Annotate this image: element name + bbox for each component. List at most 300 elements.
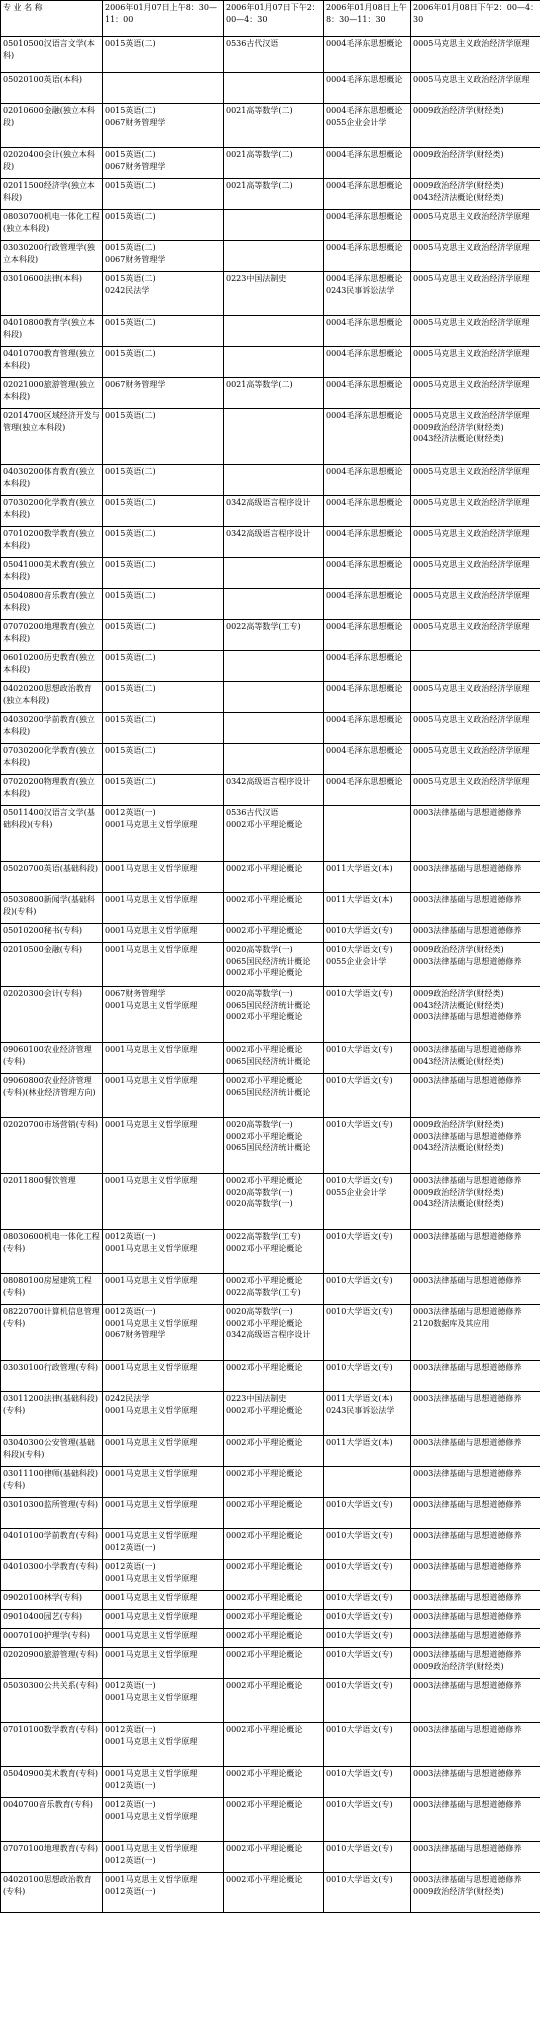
jan7-morning-cell — [103, 620, 224, 651]
course-entry: 0010大学语文(专) — [326, 1076, 393, 1085]
major-cell: 05041000美术教育(独立本科段) — [1, 558, 103, 589]
course-entry: 0004毛泽东思想概论 — [326, 529, 403, 538]
jan7-morning-cell — [103, 378, 224, 409]
course-entry: 0009政治经济学(财经类) — [413, 181, 504, 190]
major-cell: 07070200地理教育(独立本科段) — [1, 620, 103, 651]
course-entry: 0243民事诉讼法学 — [326, 1405, 395, 1415]
table-row — [1, 1798, 540, 1842]
jan8-morning-cell — [324, 1798, 411, 1842]
course-entry: 0002邓小平理论概论 — [226, 1844, 303, 1853]
jan7-afternoon-cell — [224, 651, 324, 682]
jan7-afternoon-cell — [224, 1560, 324, 1591]
course-entry: 2120数据库及其应用 — [413, 1318, 490, 1328]
course-entry: 0004毛泽东思想概论 — [326, 380, 403, 389]
jan8-afternoon-cell — [411, 241, 540, 272]
course-entry: 0005马克思主义政治经济学原理 — [413, 498, 530, 507]
jan8-afternoon-cell — [411, 347, 540, 378]
jan8-morning-cell — [324, 1305, 411, 1361]
jan8-afternoon-cell — [411, 775, 540, 806]
jan7-afternoon-cell — [224, 272, 324, 316]
course-entry: 0015英语(二) — [105, 591, 156, 600]
course-entry: 0020高等数学(一) — [226, 1199, 293, 1208]
jan8-morning-cell — [324, 893, 411, 924]
course-entry: 0003法律基础与思想道德修养 — [413, 1232, 522, 1241]
course-entry: 0001马克思主义哲学原理 — [105, 895, 198, 904]
course-entry: 0003法律基础与思想道德修养 — [413, 1800, 522, 1809]
jan8-afternoon-cell — [411, 37, 540, 73]
course-entry: 0004毛泽东思想概论 — [326, 622, 403, 631]
course-entry: 0003法律基础与思想道德修养 — [413, 1725, 522, 1734]
course-entry: 0003法律基础与思想道德修养 — [413, 1176, 522, 1185]
course-entry: 0010大学语文(专) — [326, 1531, 393, 1540]
course-entry: 0001马克思主义哲学原理 — [105, 1176, 198, 1185]
jan8-afternoon-cell — [411, 1767, 540, 1798]
jan7-morning-cell — [103, 862, 224, 893]
jan8-morning-cell — [324, 316, 411, 347]
course-entry: 0010大学语文(专) — [326, 1631, 393, 1640]
course-entry: 0004毛泽东思想概论 — [326, 106, 403, 115]
jan8-morning-cell — [324, 713, 411, 744]
table-row — [1, 1361, 540, 1392]
jan7-afternoon-cell — [224, 1798, 324, 1842]
jan8-morning-cell — [324, 496, 411, 527]
jan8-afternoon-cell — [411, 1230, 540, 1274]
course-entry: 0002邓小平理论概论 — [226, 926, 303, 935]
course-entry: 0003法律基础与思想道德修养 — [413, 1438, 522, 1447]
course-entry: 0010大学语文(专) — [326, 1650, 393, 1659]
jan7-afternoon-cell — [224, 1043, 324, 1074]
table-row — [1, 1230, 540, 1274]
jan8-afternoon-cell — [411, 1043, 540, 1074]
course-entry: 0001马克思主义哲学原理 — [105, 1438, 198, 1447]
jan7-morning-cell — [103, 924, 224, 943]
jan8-afternoon-cell — [411, 316, 540, 347]
jan8-morning-cell — [324, 241, 411, 272]
course-entry: 0011大学语文(本) — [326, 864, 393, 873]
course-entry: 0015英语(二) — [105, 150, 156, 159]
jan8-afternoon-cell — [411, 987, 540, 1043]
header-cell-jan8-morning: 2006年01月08日上午8：30—11：30 — [324, 1, 411, 37]
table-row — [1, 1274, 540, 1305]
course-entry: 0010大学语文(专) — [326, 1612, 393, 1621]
course-entry: 0001马克思主义哲学原理 — [105, 1469, 198, 1478]
course-entry: 0004毛泽东思想概论 — [326, 591, 403, 600]
major-cell: 04030200学前教育(独立本科段) — [1, 713, 103, 744]
major-cell: 0040700音乐教育(专科) — [1, 1798, 103, 1842]
major-cell: 03011100律师(基础科段)(专科) — [1, 1467, 103, 1498]
jan8-morning-cell — [324, 806, 411, 862]
jan7-morning-cell — [103, 148, 224, 179]
course-entry: 0001马克思主义哲学原理 — [105, 1650, 198, 1659]
major-cell: 09010400园艺(专科) — [1, 1610, 103, 1629]
jan8-afternoon-cell — [411, 148, 540, 179]
course-entry: 0022高等数学(工专) — [226, 1232, 301, 1241]
course-entry: 0001马克思主义哲学原理 — [105, 1000, 198, 1010]
table-row — [1, 527, 540, 558]
jan7-morning-cell — [103, 347, 224, 378]
jan7-morning-cell — [103, 1118, 224, 1174]
jan7-morning-cell — [103, 37, 224, 73]
jan8-morning-cell — [324, 1392, 411, 1436]
jan7-morning-cell — [103, 316, 224, 347]
course-entry: 0004毛泽东思想概论 — [326, 212, 403, 221]
jan7-morning-cell — [103, 589, 224, 620]
table-row — [1, 987, 540, 1043]
course-entry: 0004毛泽东思想概论 — [326, 467, 403, 476]
course-entry: 0003法律基础与思想道德修养 — [413, 1307, 522, 1316]
jan7-morning-cell — [103, 1074, 224, 1118]
jan7-morning-cell — [103, 1873, 224, 1913]
jan7-morning-cell — [103, 496, 224, 527]
course-entry: 0001马克思主义哲学原理 — [105, 819, 198, 829]
jan8-morning-cell — [324, 1043, 411, 1074]
jan8-morning-cell — [324, 1529, 411, 1560]
jan7-afternoon-cell — [224, 744, 324, 775]
major-cell: 05030800新闻学(基础科段)(专科) — [1, 893, 103, 924]
course-entry: 0002邓小平理论概论 — [226, 1725, 303, 1734]
table-row — [1, 409, 540, 465]
course-entry: 0005马克思主义政治经济学原理 — [413, 684, 530, 693]
jan8-morning-cell — [324, 347, 411, 378]
jan7-morning-cell — [103, 775, 224, 806]
jan7-morning-cell — [103, 682, 224, 713]
course-entry: 0015英语(二) — [105, 653, 156, 662]
course-entry: 0001马克思主义哲学原理 — [105, 1692, 198, 1702]
jan8-afternoon-cell — [411, 378, 540, 409]
course-entry: 0242民法学 — [105, 285, 150, 295]
major-cell: 02014700区域经济开发与管理(独立本科段) — [1, 409, 103, 465]
jan8-morning-cell — [324, 465, 411, 496]
jan8-afternoon-cell — [411, 943, 540, 987]
course-entry: 0021高等数学(二) — [226, 380, 293, 389]
course-entry: 0055企业会计学 — [326, 117, 387, 127]
major-cell: 08030700机电一体化工程(独立本科段) — [1, 210, 103, 241]
course-entry: 0001马克思主义哲学原理 — [105, 1573, 198, 1583]
jan7-morning-cell — [103, 1043, 224, 1074]
major-cell: 05011400汉语言文学(基础科段)(专科) — [1, 806, 103, 862]
jan8-afternoon-cell — [411, 1274, 540, 1305]
course-entry: 0043经济法概论(财经类) — [413, 434, 504, 443]
course-entry: 0010大学语文(专) — [326, 1276, 393, 1285]
course-entry: 0015英语(二) — [105, 684, 156, 693]
major-cell: 06010200历史教育(独立本科段) — [1, 651, 103, 682]
course-entry: 0010大学语文(专) — [326, 1045, 393, 1054]
course-entry: 0003法律基础与思想道德修养 — [413, 1394, 522, 1403]
course-entry: 0004毛泽东思想概论 — [326, 349, 403, 358]
jan8-morning-cell — [324, 924, 411, 943]
jan7-morning-cell — [103, 1723, 224, 1767]
jan7-morning-cell — [103, 987, 224, 1043]
jan7-afternoon-cell — [224, 1274, 324, 1305]
table-row — [1, 1174, 540, 1230]
jan8-afternoon-cell — [411, 179, 540, 210]
jan7-afternoon-cell — [224, 806, 324, 862]
jan7-morning-cell — [103, 465, 224, 496]
jan8-morning-cell — [324, 775, 411, 806]
jan8-morning-cell — [324, 1723, 411, 1767]
jan7-morning-cell — [103, 1436, 224, 1467]
course-entry: 0004毛泽东思想概论 — [326, 243, 403, 252]
course-entry: 0012英语(一) — [105, 1681, 156, 1690]
course-entry: 0001马克思主义哲学原理 — [105, 945, 198, 954]
course-entry: 0012英语(一) — [105, 1886, 156, 1896]
course-entry: 0010大学语文(专) — [326, 1593, 393, 1602]
course-entry: 0002邓小平理论概论 — [226, 895, 303, 904]
major-cell: 08220700计算机信息管理(专科) — [1, 1305, 103, 1361]
table-row — [1, 1767, 540, 1798]
course-entry: 0002邓小平理论概论 — [226, 1012, 303, 1021]
jan7-afternoon-cell — [224, 210, 324, 241]
jan8-morning-cell — [324, 651, 411, 682]
course-entry: 0015英语(二) — [105, 498, 156, 507]
table-row — [1, 1118, 540, 1174]
course-entry: 0342高级语言程序设计 — [226, 777, 311, 786]
jan7-morning-cell — [103, 73, 224, 104]
course-entry: 0010大学语文(专) — [326, 1681, 393, 1690]
jan7-morning-cell — [103, 943, 224, 987]
course-entry: 0009政治经济学(财经类) — [413, 945, 504, 954]
course-entry: 0004毛泽东思想概论 — [326, 411, 403, 420]
jan8-morning-cell — [324, 1174, 411, 1230]
jan8-afternoon-cell — [411, 1392, 540, 1436]
course-entry: 0022高等数学(工专) — [226, 622, 301, 631]
jan8-afternoon-cell — [411, 465, 540, 496]
course-entry: 0001马克思主义哲学原理 — [105, 1769, 198, 1778]
jan7-afternoon-cell — [224, 527, 324, 558]
course-entry: 0005马克思主义政治经济学原理 — [413, 39, 530, 48]
table-row — [1, 148, 540, 179]
jan8-morning-cell — [324, 272, 411, 316]
course-entry: 0021高等数学(二) — [226, 106, 293, 115]
jan8-afternoon-cell — [411, 862, 540, 893]
jan8-afternoon-cell — [411, 1873, 540, 1913]
course-entry: 0005马克思主义政治经济学原理 — [413, 349, 530, 358]
jan8-morning-cell — [324, 1230, 411, 1274]
course-entry: 0002邓小平理论概论 — [226, 1405, 303, 1415]
jan7-morning-cell — [103, 241, 224, 272]
table-row — [1, 316, 540, 347]
course-entry: 0005马克思主义政治经济学原理 — [413, 560, 530, 569]
major-cell: 04020100思想政治教育(专科) — [1, 1873, 103, 1913]
table-row — [1, 1610, 540, 1629]
major-cell: 07070100地理教育(专科) — [1, 1842, 103, 1873]
course-entry: 0003法律基础与思想道德修养 — [413, 1276, 522, 1285]
course-entry: 0015英语(二) — [105, 529, 156, 538]
course-entry: 0342高级语言程序设计 — [226, 498, 311, 507]
jan8-morning-cell — [324, 943, 411, 987]
course-entry: 0015英语(二) — [105, 212, 156, 221]
course-entry: 0065国民经济统计概论 — [226, 1143, 311, 1152]
course-entry: 0004毛泽东思想概论 — [326, 746, 403, 755]
table-row — [1, 1723, 540, 1767]
major-cell: 07020200物理教育(独立本科段) — [1, 775, 103, 806]
jan7-morning-cell — [103, 1274, 224, 1305]
course-entry: 0009政治经济学(财经类) — [413, 106, 504, 115]
course-entry: 0005马克思主义政治经济学原理 — [413, 746, 530, 755]
jan8-afternoon-cell — [411, 893, 540, 924]
jan7-morning-cell — [103, 1610, 224, 1629]
jan7-afternoon-cell — [224, 1361, 324, 1392]
jan8-morning-cell — [324, 1074, 411, 1118]
major-cell: 04030200体育教育(独立本科段) — [1, 465, 103, 496]
course-entry: 0342高级语言程序设计 — [226, 529, 311, 538]
course-entry: 0004毛泽东思想概论 — [326, 684, 403, 693]
jan7-afternoon-cell — [224, 943, 324, 987]
course-entry: 0002邓小平理论概论 — [226, 1469, 303, 1478]
jan8-afternoon-cell — [411, 527, 540, 558]
jan7-morning-cell — [103, 1230, 224, 1274]
jan8-afternoon-cell — [411, 589, 540, 620]
jan7-afternoon-cell — [224, 496, 324, 527]
jan8-morning-cell — [324, 1498, 411, 1529]
table-row — [1, 558, 540, 589]
course-entry: 0005马克思主义政治经济学原理 — [413, 777, 530, 786]
course-entry: 0001马克思主义哲学原理 — [105, 926, 198, 935]
course-entry: 0015英语(二) — [105, 715, 156, 724]
jan8-afternoon-cell — [411, 1723, 540, 1767]
course-entry: 0067财务管理学 — [105, 1330, 166, 1339]
table-row — [1, 589, 540, 620]
course-entry: 0003法律基础与思想道德修养 — [413, 1844, 522, 1853]
course-entry: 0002邓小平理论概论 — [226, 1650, 303, 1659]
course-entry: 0005马克思主义政治经济学原理 — [413, 411, 530, 420]
course-entry: 0012英语(一) — [105, 1562, 156, 1571]
course-entry: 0009政治经济学(财经类) — [413, 1120, 504, 1129]
jan8-morning-cell — [324, 148, 411, 179]
jan8-afternoon-cell — [411, 924, 540, 943]
major-cell: 02020900旅游管理(专科) — [1, 1648, 103, 1679]
course-entry: 0055企业会计学 — [326, 956, 387, 966]
course-entry: 0010大学语文(专) — [326, 1232, 393, 1241]
course-entry: 0020高等数学(一) — [226, 1120, 293, 1129]
jan7-afternoon-cell — [224, 465, 324, 496]
jan8-morning-cell — [324, 527, 411, 558]
major-cell: 04010300小学教育(专科) — [1, 1560, 103, 1591]
course-entry: 0001马克思主义哲学原理 — [105, 1875, 198, 1884]
course-entry: 0015英语(二) — [105, 181, 156, 190]
major-cell: 04010800教育学(独立本科段) — [1, 316, 103, 347]
course-entry: 0004毛泽东思想概论 — [326, 560, 403, 569]
course-entry: 0021高等数学(二) — [226, 150, 293, 159]
course-entry: 0001马克思主义哲学原理 — [105, 1276, 198, 1285]
jan8-morning-cell — [324, 1767, 411, 1798]
course-entry: 0001马克思主义哲学原理 — [105, 1844, 198, 1853]
jan7-morning-cell — [103, 1798, 224, 1842]
major-cell: 07030200化学教育(独立本科段) — [1, 496, 103, 527]
jan7-afternoon-cell — [224, 893, 324, 924]
major-cell: 05020700英语(基础科段) — [1, 862, 103, 893]
jan8-afternoon-cell — [411, 272, 540, 316]
jan7-afternoon-cell — [224, 241, 324, 272]
course-entry: 0011大学语文(本) — [326, 895, 393, 904]
course-entry: 0010大学语文(专) — [326, 1875, 393, 1884]
course-entry: 0004毛泽东思想概论 — [326, 777, 403, 786]
course-entry: 0010大学语文(专) — [326, 926, 393, 935]
course-entry: 0003法律基础与思想道德修养 — [413, 956, 522, 966]
jan7-morning-cell — [103, 1174, 224, 1230]
jan7-afternoon-cell — [224, 1723, 324, 1767]
jan7-afternoon-cell — [224, 1842, 324, 1873]
jan8-afternoon-cell — [411, 1467, 540, 1498]
course-entry: 0015英语(二) — [105, 39, 156, 48]
table-row — [1, 73, 540, 104]
course-entry: 0015英语(二) — [105, 243, 156, 252]
major-cell: 04010700教育管理(独立本科段) — [1, 347, 103, 378]
course-entry: 0001马克思主义哲学原理 — [105, 1631, 198, 1640]
jan8-morning-cell — [324, 1591, 411, 1610]
jan7-afternoon-cell — [224, 347, 324, 378]
course-entry: 0065国民经济统计概论 — [226, 1087, 311, 1097]
major-cell: 07010100数学教育(专科) — [1, 1723, 103, 1767]
course-entry: 0004毛泽东思想概论 — [326, 39, 403, 48]
major-cell: 02020300会计(专科) — [1, 987, 103, 1043]
course-entry: 0002邓小平理论概论 — [226, 1875, 303, 1884]
jan7-morning-cell — [103, 527, 224, 558]
table-row — [1, 1560, 540, 1591]
jan8-morning-cell — [324, 210, 411, 241]
jan7-morning-cell — [103, 409, 224, 465]
course-entry: 0002邓小平理论概论 — [226, 1438, 303, 1447]
jan8-afternoon-cell — [411, 1648, 540, 1679]
jan7-morning-cell — [103, 713, 224, 744]
table-row — [1, 924, 540, 943]
jan8-morning-cell — [324, 378, 411, 409]
course-entry: 0004毛泽东思想概论 — [326, 274, 403, 283]
jan7-afternoon-cell — [224, 37, 324, 73]
major-cell: 08030600机电一体化工程(专科) — [1, 1230, 103, 1274]
jan8-morning-cell — [324, 1629, 411, 1648]
course-entry: 0010大学语文(专) — [326, 1500, 393, 1509]
course-entry: 0010大学语文(专) — [326, 989, 393, 998]
jan7-afternoon-cell — [224, 1529, 324, 1560]
course-entry: 0009政治经济学(财经类) — [413, 1886, 504, 1896]
major-cell: 05020100英语(本科) — [1, 73, 103, 104]
table-row — [1, 1873, 540, 1913]
course-entry: 0012英语(一) — [105, 1800, 156, 1809]
jan8-afternoon-cell — [411, 409, 540, 465]
jan8-afternoon-cell — [411, 1361, 540, 1392]
jan8-morning-cell — [324, 179, 411, 210]
major-cell: 09060800农业经济管理(专科)(林业经济管理方向) — [1, 1074, 103, 1118]
course-entry: 0015英语(二) — [105, 106, 156, 115]
table-row — [1, 682, 540, 713]
jan7-afternoon-cell — [224, 1118, 324, 1174]
course-entry: 0009政治经济学(财经类) — [413, 1187, 504, 1197]
course-entry: 0003法律基础与思想道德修养 — [413, 1076, 522, 1085]
table-row — [1, 1043, 540, 1074]
jan7-afternoon-cell — [224, 558, 324, 589]
table-row — [1, 943, 540, 987]
jan7-morning-cell — [103, 1529, 224, 1560]
course-entry: 0067财务管理学 — [105, 161, 166, 171]
course-entry: 0003法律基础与思想道德修养 — [413, 895, 522, 904]
table-row — [1, 1392, 540, 1436]
course-entry: 0015英语(二) — [105, 318, 156, 327]
jan7-afternoon-cell — [224, 1467, 324, 1498]
jan7-afternoon-cell — [224, 862, 324, 893]
jan8-morning-cell — [324, 1842, 411, 1873]
major-cell: 02010500金融(专科) — [1, 943, 103, 987]
course-entry: 0001马克思主义哲学原理 — [105, 1531, 198, 1540]
jan7-morning-cell — [103, 893, 224, 924]
jan8-afternoon-cell — [411, 1174, 540, 1230]
course-entry: 0012英语(一) — [105, 1542, 156, 1552]
course-entry: 0001马克思主义哲学原理 — [105, 1811, 198, 1821]
table-row — [1, 179, 540, 210]
major-cell: 03010300监所管理(专科) — [1, 1498, 103, 1529]
course-entry: 0065国民经济统计概论 — [226, 1000, 311, 1010]
course-entry: 0002邓小平理论概论 — [226, 1612, 303, 1621]
